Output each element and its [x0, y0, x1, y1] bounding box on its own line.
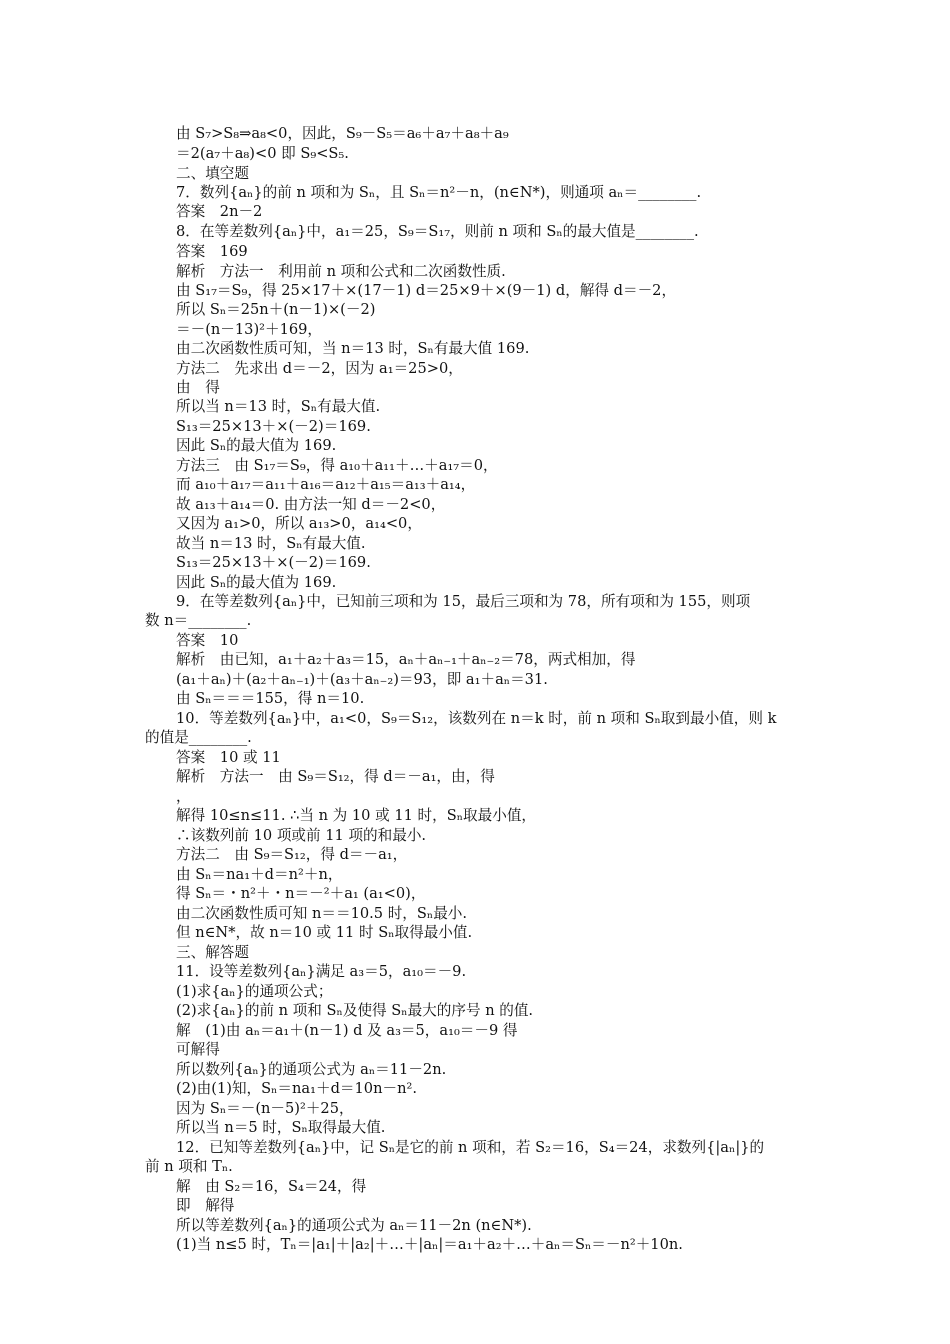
text-line: 由 Sₙ＝＝＝155，得 n＝10.: [176, 690, 365, 707]
text-line: 故当 n＝13 时，Sₙ有最大值.: [176, 535, 366, 552]
text-line: (1)求{aₙ}的通项公式；: [176, 983, 333, 1000]
text-line: (2)求{aₙ}的前 n 项和 Sₙ及使得 Sₙ最大的序号 n 的值.: [176, 1002, 534, 1019]
text-line: 由 Sₙ＝na₁＋d＝n²＋n，: [176, 866, 343, 883]
text-line: 由二次函数性质可知 n＝＝10.5 时，Sₙ最小.: [176, 905, 468, 922]
text-line: 由二次函数性质可知，当 n＝13 时，Sₙ有最大值 169.: [176, 340, 530, 357]
answer-line: 答案 169: [176, 243, 248, 260]
problem-9: 9．在等差数列{aₙ}中，已知前三项和为 15，最后三项和为 78，所有项和为 155，则项: [176, 593, 751, 610]
text-line: ＝2(a₇＋a₈)<0 即 S₉<S₅.: [176, 145, 349, 162]
text-line: 即 解得: [176, 1197, 235, 1214]
text-line: 又因为 a₁>0，所以 a₁₃>0，a₁₄<0，: [176, 515, 422, 532]
solution-line: 解 由 S₂＝16，S₄＝24，得: [176, 1178, 367, 1195]
problem-11: 11．设等差数列{aₙ}满足 a₃＝5，a₁₀＝－9.: [176, 963, 467, 980]
text-line: S₁₃＝25×13＋×(－2)＝169.: [176, 418, 371, 435]
text-line: 因此 Sₙ的最大值为 169.: [176, 574, 337, 591]
text-line: (a₁＋aₙ)＋(a₂＋aₙ₋₁)＋(a₃＋aₙ₋₂)＝93，即 a₁＋aₙ＝31.: [176, 671, 548, 688]
problem-12: 12．已知等差数列{aₙ}中，记 Sₙ是它的前 n 项和，若 S₂＝16，S₄＝24，求数列{|aₙ|}的: [176, 1139, 765, 1156]
text-line: 数 n＝________.: [145, 612, 252, 629]
text-line: 方法二 由 S₉＝S₁₂，得 d＝－a₁，: [176, 846, 408, 863]
problem-7: 7．数列{aₙ}的前 n 项和为 Sₙ，且 Sₙ＝n²－n，(n∈N*)，则通项 aₙ＝________.: [176, 184, 702, 201]
text-line: 所以 Sₙ＝25n＋(n－1)×(－2): [176, 301, 376, 318]
text-line: 所以当 n＝5 时，Sₙ取得最大值.: [176, 1119, 386, 1136]
answer-line: 答案 10 或 11: [176, 749, 281, 766]
text-line: 所以数列{aₙ}的通项公式为 aₙ＝11－2n.: [176, 1061, 447, 1078]
text-line: 因此 Sₙ的最大值为 169.: [176, 437, 337, 454]
problem-8: 8．在等差数列{aₙ}中，a₁＝25，S₉＝S₁₇，则前 n 项和 Sₙ的最大值是________.: [176, 223, 699, 240]
text-line: 因为 Sₙ＝－(n－5)²＋25，: [176, 1100, 354, 1117]
answer-line: 答案 10: [176, 632, 239, 649]
solution-line: 解 (1)由 aₙ＝a₁＋(n－1) d 及 a₃＝5，a₁₀＝－9 得: [176, 1022, 518, 1039]
text-line: 而 a₁₀＋a₁₇＝a₁₁＋a₁₆＝a₁₂＋a₁₅＝a₁₃＋a₁₄，: [176, 476, 476, 493]
text-line: 故 a₁₃＋a₁₄＝0. 由方法一知 d＝－2<0，: [176, 496, 446, 513]
problem-10: 10．等差数列{aₙ}中，a₁<0，S₉＝S₁₂，该数列在 n＝k 时，前 n 项和 Sₙ取到最小值，则 k: [176, 710, 777, 727]
text-line: 方法二 先求出 d＝－2，因为 a₁＝25>0，: [176, 360, 463, 377]
text-line: 得 Sₙ＝・n²＋・n＝－²＋a₁ (a₁<0)，: [176, 885, 426, 902]
text-line: 的值是________.: [145, 729, 252, 746]
text-line: ∴该数列前 10 项或前 11 项的和最小.: [176, 827, 427, 844]
text-line: 所以等差数列{aₙ}的通项公式为 aₙ＝11－2n (n∈N*).: [176, 1217, 532, 1234]
analysis-line: 解析 由已知，a₁＋a₂＋a₃＝15，aₙ＋aₙ₋₁＋aₙ₋₂＝78，两式相加，得: [176, 651, 636, 668]
text-line: (1)当 n≤5 时，Tₙ＝|a₁|＋|a₂|＋…＋|aₙ|＝a₁＋a₂＋…＋aₙ＝Sₙ＝－n²＋10n.: [176, 1236, 683, 1253]
answer-line: 答案 2n－2: [176, 203, 263, 220]
analysis-line: 解析 方法一 由 S₉＝S₁₂，得 d＝－a₁，由，得: [176, 768, 495, 785]
text-line: 由 得: [176, 379, 220, 396]
text-line: ＝－(n－13)²＋169，: [176, 321, 323, 338]
text-line: 解得 10≤n≤11. ∴当 n 为 10 或 11 时，Sₙ取最小值，: [176, 807, 537, 824]
section-heading: 二、填空题: [176, 165, 249, 182]
text-line: 由 S₁₇＝S₉，得 25×17＋×(17－1) d＝25×9＋×(9－1) d，解得 d＝－2，: [176, 282, 677, 299]
text-line: 所以当 n＝13 时，Sₙ有最大值.: [176, 398, 381, 415]
text-line: 由 S₇>S₈⇒a₈<0，因此，S₉－S₅＝a₆＋a₇＋a₈＋a₉: [176, 125, 509, 142]
text-line: 可解得: [176, 1041, 220, 1058]
section-heading: 三、解答题: [176, 944, 249, 961]
text-line: 方法三 由 S₁₇＝S₉，得 a₁₀＋a₁₁＋…＋a₁₇＝0，: [176, 457, 498, 474]
text-line: (2)由(1)知，Sₙ＝na₁＋d＝10n－n².: [176, 1080, 417, 1097]
text-line: ，: [176, 788, 191, 805]
text-line: 但 n∈N*，故 n＝10 或 11 时 Sₙ取得最小值.: [176, 924, 473, 941]
text-line: S₁₃＝25×13＋×(－2)＝169.: [176, 554, 371, 571]
text-line: 前 n 项和 Tₙ.: [145, 1158, 233, 1175]
analysis-line: 解析 方法一 利用前 n 项和公式和二次函数性质.: [176, 263, 506, 280]
